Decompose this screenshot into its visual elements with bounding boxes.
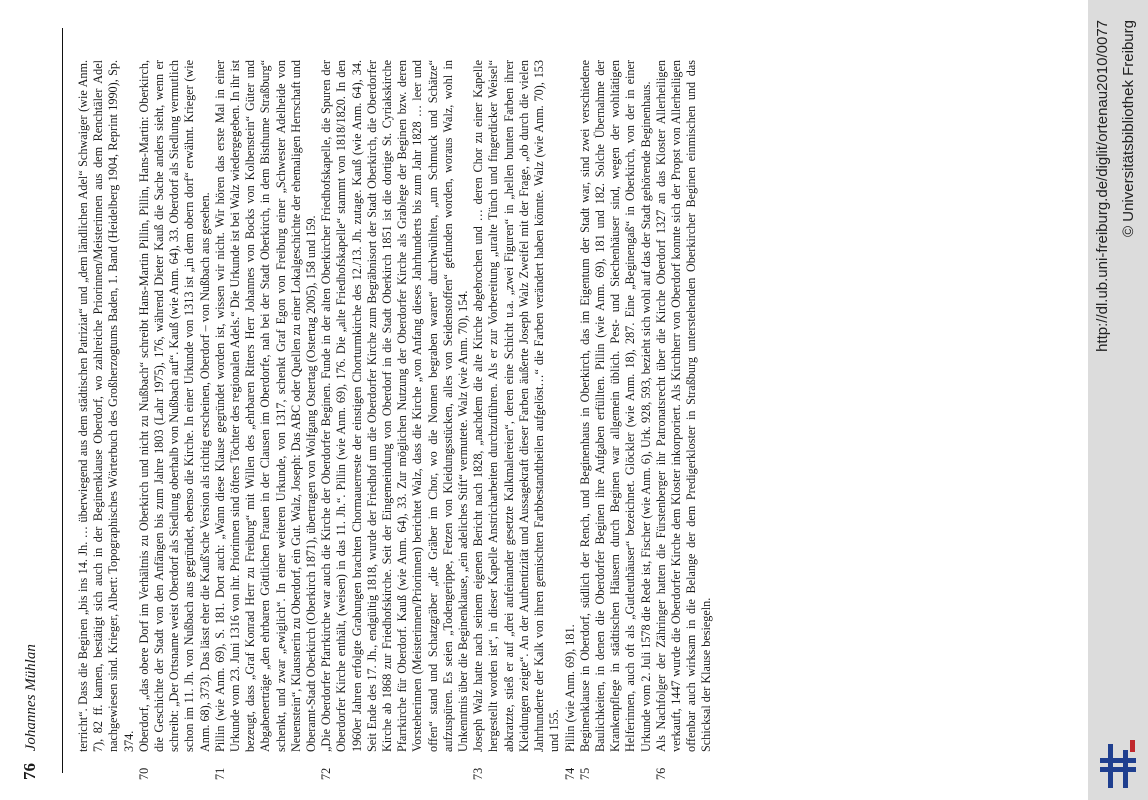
author-name: Johannes Mühlan — [23, 644, 39, 752]
footnote — [563, 60, 578, 780]
footnotes — [76, 60, 715, 780]
scanned-page — [20, 20, 1060, 780]
footnote-number: 76 — [653, 767, 668, 780]
footnote-text: Pillin (wie Anm. 69), 181. — [562, 624, 577, 752]
footnote-number: 74 — [562, 767, 577, 780]
footnote — [654, 60, 715, 780]
footnote-text: Als Nachfolger der Zähringer hatten die Fürstenberger ihr Patronatsrecht über die Kirche Oberdorf 1327 an das Kloster Allerheiligen verkauft, 1447 wurde die Oberdorfer Kirche dem Kloster inkorporiert. Als Kirchherr von Oberdorf konnte sich der Propst von Allerheiligen offenbar auch wirksam in die Belange der dem Predigerkloster in Straßburg unterstehenden Oberkircher Beginen einmischen und das Schicksal der Klause besiegeln. — [653, 60, 714, 752]
footnote-number: 73 — [471, 767, 486, 780]
sidebar-text — [1088, 0, 1148, 800]
footnote — [137, 60, 213, 780]
footnote-text: „Die Oberdorfer Pfarrkirche war auch die Kirche der Oberdorfer Beginen. Funde in der alten Oberkircher Friedhofskapelle, die Spuren der Oberdorfer Kirche enthält, (weisen) in das 11. Jh.“. Pillin (wie Anm. 69), 176. Die „alte Friedhofskapelle“ stammt von 1818/1820. In den 1960er Jahren erfolgte Grabungen brachten Chormauerreste der einstigen Chorturmkirche des 12./13. Jh. zutage. Kauß (wie Anm. 64), 34. Seit Ende des 17. Jh., endgültig 1818, wurde der Friedhof um die Oberdorfer Kirche zum Begräbnisort der Stadt Oberkirch, die Oberdorfer Kirche ab 1868 zur Friedhofskirche. Seit der Eingemeindung von Oberdorf in die Stadt Oberkirch 1851 ist die dortige St. Cyriakskirche Pfarrkirche für Oberdorf. Kauß (wie Anm. 64), 33. Zur möglichen Nutzung der Oberdorfer Kirche als Grablege der Beginen bzw. deren Vorsteherinnen (Meisterinnen/Priorinnen) berichtet Walz, dass die Kirche „von Anfang dieses Jahrhunderts bis zum Jahr 1828 … leer und offen“ stand und Schatzgräber „die Gräber im Chor, wo die Nonnen begraben waren“ durchwühlten, „um Schmuck und Schätze“ aufzuspüren. Es seien „Todengerippe, Fetzen von Kleidungsstücken, alles von Seidenstoffen“ gefunden worden, woraus Walz, wohl in Unkenntnis über die Beginenklause, „ein adeliches Stift“ vermutete. Walz (wie Anm. 70), 154. — [319, 60, 471, 752]
footnote-number: 72 — [319, 767, 334, 780]
library-sidebar — [1088, 0, 1148, 800]
footnote-text: Joseph Walz hatte nach seinem eigenen Bericht nach 1828, „nachdem die alte Kirche abgebrochen und … deren Chor zu einer Kapelle hergestellt worden ist“, in dieser Kapelle Anstricharbeiten durchzuführen. Als er zur Vorbereitung „uralte Tünch und fingerdicker Weisel“ abkratzte, stieß er auf „drei aufeinander gesetzte Kalkmalereien“, deren eine Schicht u.a. „zwei Figuren“ in „hellen bunten Farben ihrer Kleidungen zeigte“. An der Authentizität und Aussagekraft dieser Farben äußerte Joseph Walz Zweifel mit der Frage, „ob durch die vielen Jahrhunderte der Kalk von ihren gemischten Farbbestandtheilen aufgelöst…“ die Farben verändert haben könnte. Walz (wie Anm. 70), 153 und 155. — [471, 60, 562, 752]
footnote-text: terricht“. Dass die Beginen „bis ins 14. Jh. … überwiegend aus dem städtischen Patriziat“ und „dem ländlichen Adel“ Schwaiger (wie Anm. 7), 82 ff. kamen, bestätigt sich auch in der Beginenklause Oberdorf, wo zahlreiche Priorinnen/Meisterinnen aus dem Renchtäler Adel nachgewiesen sind. Krieger, Albert: Topographisches Wörterbuch des Großherzogtums Baden, 1. Band (Heidelberg 1904, Reprint 1990), Sp. 374. — [76, 60, 136, 752]
footnote — [213, 60, 319, 780]
copyright-notice: © Universitätsbibliothek Freiburg — [1120, 20, 1137, 237]
footnote-number: 75 — [577, 767, 592, 780]
footnote-text: Beginenklause in Oberdorf, südlich der Rench, und Beginenhaus in Oberkirch, das im Eigentum der Stadt war, sind zwei verschiedene Baulichkeiten, in denen die Oberdorfer Beginen ihre Aufgaben erfüllten. Pillin (wie Anm. 69), 181 und 182. Solche Übernahme der Krankenpflege in städtischen Häusern durch Beginen war allgemein üblich. Pest- und Siechenhäuser sind, wegen der wohltätigen Helferinnen, auch oft als „Gutleuthäuser“ bezeichnet. Glöckler (wie Anm. 18), 287. Eine „Beginengaß“ in Oberkirch, von der in einer Urkunde vom 2. Juli 1578 die Rede ist, Fischer (wie Anm. 6), Urk. 928, 593, bezieht sich wohl auf das der Stadt gehörende Beginenhaus. — [577, 60, 653, 752]
footnote — [319, 60, 471, 780]
footnote-number — [76, 752, 137, 780]
footnote — [471, 60, 562, 780]
running-head — [20, 20, 46, 780]
footnote-number: 70 — [136, 767, 151, 780]
footnote — [578, 60, 654, 780]
source-url-link[interactable]: http://dl.ub.uni-freiburg.de/diglit/ortenau2010/0077 — [1094, 20, 1111, 352]
footnote — [76, 60, 137, 780]
footnote-number: 71 — [212, 767, 227, 780]
footnote-text: Pillin (wie Anm. 69), S. 181. Dort auch: „Wann diese Klause gegründet worden ist, wissen wir nicht. Wir hören das erste Mal in einer Urkunde vom 23. Juni 1316 von ihr. Priorinnen sind öfters Töchter des regionalen Adels.“ Die Urkunde ist bei Walz wiedergegeben. In ihr ist bezeugt, dass „Graf Konrad Herr zu Freiburg“ mit Willen des „ehrbaren Ritters Herr Johannes von Bocks von Kolbenstein“ Güter und Abgabenerträge „den ehrbaren Göttlichen Frauen in der Clausen im Oberdorfe, nah bei der Stadt Oberkirch, in dem Bisthume Straßburg“ schenkt, und zwar „ewiglich“. In einer weiteren Urkunde, von 1317, schenkt Graf Egon von Freiburg einer „Schwester Adelheide von Neuenstein“, Klausnerin zu Oberdorf, ein Gut. Walz, Joseph: Das ABC oder Quellen zu einer Lokalgeschichte der ehemaligen Herrschaft und Oberamt-Stadt Oberkirch (Oberkirch 1871), übertragen von Wolfgang Ostertag (Ostertag 2005), 158 und 159. — [212, 60, 319, 752]
page-number: 76 — [20, 763, 39, 780]
footnote-text: Oberdorf, „das obere Dorf im Verhältnis zu Oberkirch und nicht zu Nußbach“ schreibt Hans-Martin Pillin, Pillin, Hans-Martin: Oberkirch, die Geschichte der Stadt von den Anfängen bis zum Jahre 1803 (Lahr 1975), 176, während Dieter Kauß die Sache anders sieht, wenn er schreibt: „Der Ortsname weist Oberdorf als Siedlung oberhalb von Nußbach auf“. Kauß (wie Anm. 64), 33. Oberdorf als Siedlung vermutlich schon im 11. Jh. von Nußbach aus gegründet, ebenso die Kirche. In einer Urkunde von 1313 ist „in dem obern dorf“ erwähnt. Krieger (wie Anm. 68), 373). Das lässt eher die Kauß'sche Version als richtig erscheinen, Oberdorf – von Nußbach aus gesehen. — [136, 60, 212, 752]
ub-freiburg-logo-icon — [1096, 736, 1140, 790]
